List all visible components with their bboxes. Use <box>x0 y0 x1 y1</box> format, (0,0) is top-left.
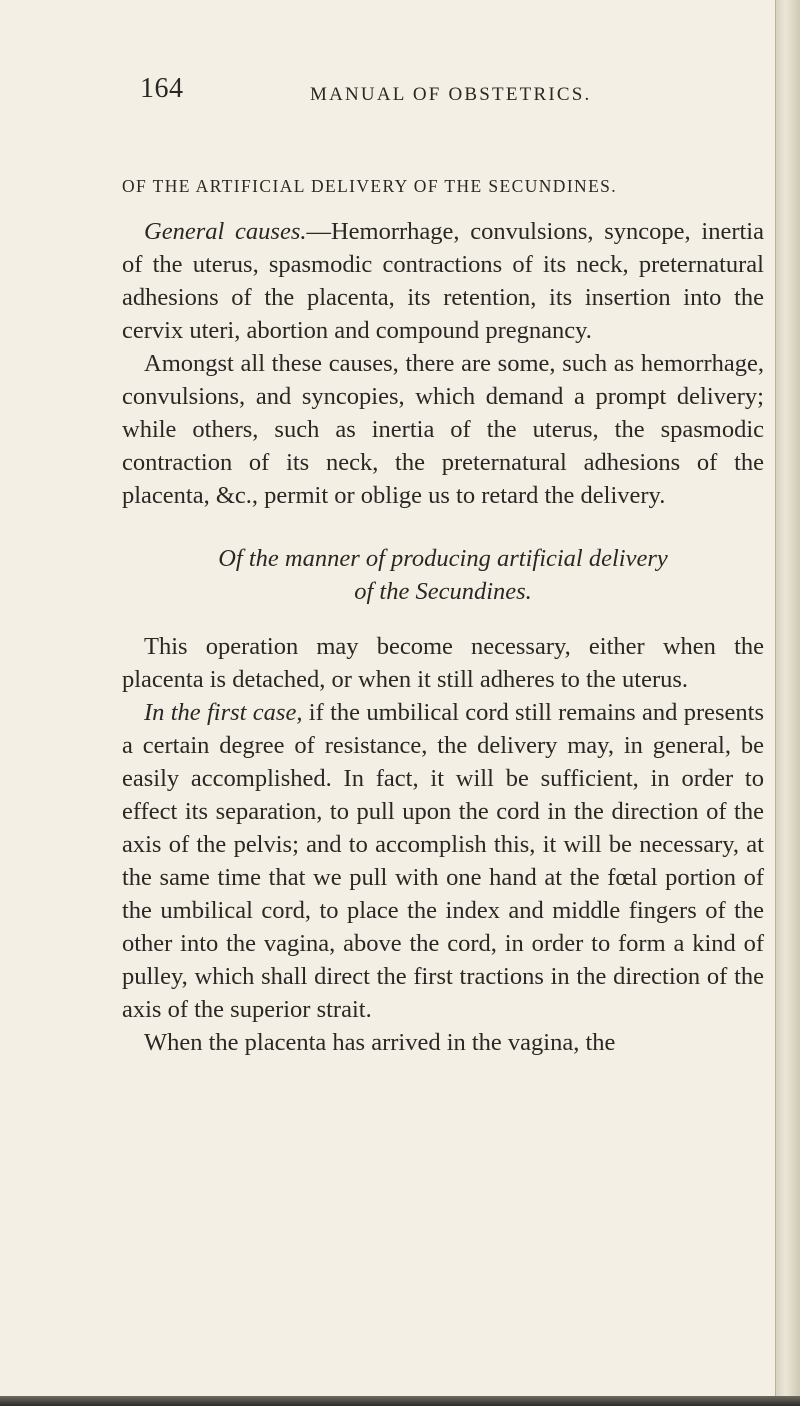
section-title: OF THE ARTIFICIAL DELIVERY OF THE SECUNDINES. <box>122 176 618 196</box>
page-number: 164 <box>140 73 184 104</box>
subheading-line-2: of the Secundines. <box>354 578 532 605</box>
first-case-lead: In the first case, <box>144 699 303 726</box>
when-placenta-paragraph: When the placenta has arrived in the vagina, the <box>144 1029 616 1056</box>
general-causes-text: —Hemorrhage, convulsions, syncope, inertia of the uterus, spasmodic contractions of its neck, preternatural adhesions of the placenta, its retention, its insertion into the cervix uteri, abortion and compound pregnancy. <box>122 218 764 344</box>
operation-paragraph: This operation may become necessary, either when the placenta is detached, or when it still adheres to the uterus. <box>122 633 764 693</box>
page-content <box>122 170 764 1059</box>
subheading-line-1: Of the manner of producing artificial delivery <box>218 545 668 572</box>
page-header <box>140 72 740 112</box>
first-case-text: if the umbilical cord still remains and presents a certain degree of resistance, the delivery may, in general, be easily accomplished. In fact, it will be sufficient, in order to effect its separation, to pull upon the cord in the direction of the axis of the pelvis; and to accomplish this, it will be necessary, at the same time that we pull with one hand at the fœtal portion of the umbilical cord, to place the index and middle fingers of the other into the vagina, above the cord, in order to form a kind of pulley, which shall direct the first tractions in the direction of the axis of the superior strait. <box>122 699 764 1023</box>
general-causes-paragraph <box>122 215 764 347</box>
amongst-paragraph: Amongst all these causes, there are some, such as hemorrhage, convulsions, and syncopies, which demand a prompt delivery; while others, such as inertia of the uterus, the spasmodic contraction of its neck, the preternatural adhesions of the placenta, &c., permit or oblige us to retard the delivery. <box>122 350 764 509</box>
page-edge <box>775 0 800 1406</box>
bottom-rule <box>0 1396 800 1406</box>
running-title: MANUAL OF OBSTETRICS. <box>310 84 592 105</box>
general-causes-lead: General causes. <box>144 218 307 245</box>
subheading <box>122 542 764 608</box>
first-case-paragraph <box>122 696 764 1026</box>
